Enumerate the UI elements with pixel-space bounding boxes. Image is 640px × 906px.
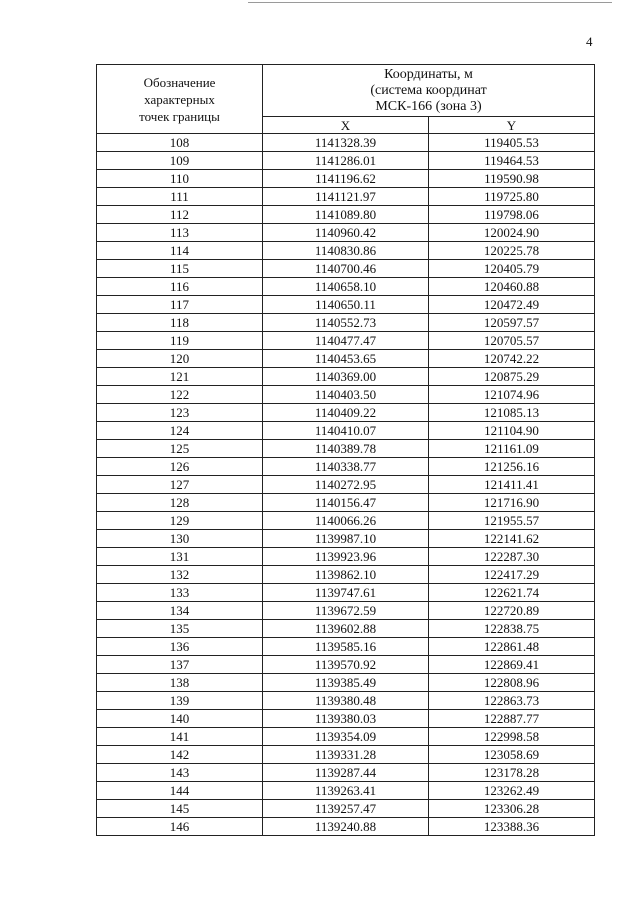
point-id-cell: 112 [97,206,263,224]
x-coordinate-cell: 1139862.10 [263,566,429,584]
x-coordinate-cell: 1139263.41 [263,782,429,800]
x-coordinate-cell: 1140960.42 [263,224,429,242]
y-coordinate-cell: 120742.22 [429,350,595,368]
y-coordinate-cell: 120705.57 [429,332,595,350]
coords-header-line: Координаты, м [384,67,473,82]
point-id-cell: 128 [97,494,263,512]
x-coordinate-cell: 1139331.28 [263,746,429,764]
table-row [97,224,595,242]
table-row [97,692,595,710]
y-coordinate-cell: 122838.75 [429,620,595,638]
point-id-cell: 131 [97,548,263,566]
x-coordinate-cell: 1141328.39 [263,134,429,152]
point-id-cell: 117 [97,296,263,314]
y-coordinate-cell: 120472.49 [429,296,595,314]
table-row [97,728,595,746]
point-id-cell: 119 [97,332,263,350]
table-row [97,710,595,728]
x-coordinate-cell: 1139380.03 [263,710,429,728]
x-coordinate-cell: 1141121.97 [263,188,429,206]
top-edge-rule [248,2,612,3]
point-id-cell: 143 [97,764,263,782]
point-id-cell: 135 [97,620,263,638]
table-row [97,386,595,404]
table-row [97,584,595,602]
y-coordinate-cell: 122861.48 [429,638,595,656]
point-id-cell: 123 [97,404,263,422]
x-coordinate-cell: 1140369.00 [263,368,429,386]
point-id-cell: 125 [97,440,263,458]
point-header-line: Обозначение [143,74,216,90]
x-coordinate-cell: 1139747.61 [263,584,429,602]
x-coordinate-cell: 1139240.88 [263,818,429,836]
y-coordinate-cell: 119798.06 [429,206,595,224]
x-coordinate-cell: 1140552.73 [263,314,429,332]
point-id-cell: 146 [97,818,263,836]
x-coordinate-cell: 1139923.96 [263,548,429,566]
point-id-cell: 141 [97,728,263,746]
y-coordinate-cell: 123306.28 [429,800,595,818]
y-coordinate-cell: 120460.88 [429,278,595,296]
y-coordinate-cell: 123178.28 [429,764,595,782]
y-coordinate-cell: 122887.77 [429,710,595,728]
y-coordinate-cell: 121085.13 [429,404,595,422]
y-coordinate-cell: 123388.36 [429,818,595,836]
x-coordinate-cell: 1141196.62 [263,170,429,188]
table-row [97,350,595,368]
y-coordinate-cell: 120597.57 [429,314,595,332]
point-id-cell: 115 [97,260,263,278]
y-coordinate-cell: 121074.96 [429,386,595,404]
table-row [97,260,595,278]
point-id-cell: 133 [97,584,263,602]
y-coordinate-cell: 122998.58 [429,728,595,746]
x-coordinate-cell: 1139287.44 [263,764,429,782]
x-coordinate-cell: 1139585.16 [263,638,429,656]
table-row [97,458,595,476]
x-coordinate-cell: 1140658.10 [263,278,429,296]
table-row [97,152,595,170]
point-id-cell: 124 [97,422,263,440]
y-coordinate-cell: 122720.89 [429,602,595,620]
point-id-cell: 139 [97,692,263,710]
table-row [97,476,595,494]
table-row [97,422,595,440]
table-row [97,242,595,260]
point-id-cell: 132 [97,566,263,584]
page-number: 4 [586,34,593,49]
table-row [97,800,595,818]
table-row [97,206,595,224]
table-row [97,566,595,584]
point-id-cell: 134 [97,602,263,620]
point-id-cell: 136 [97,638,263,656]
x-coordinate-cell: 1140403.50 [263,386,429,404]
table-row [97,782,595,800]
point-designation-header [97,65,263,134]
x-coordinate-cell: 1140066.26 [263,512,429,530]
point-header-line: характерных [144,91,215,107]
table-row [97,602,595,620]
y-coordinate-cell: 121955.57 [429,512,595,530]
y-coordinate-cell: 122621.74 [429,584,595,602]
x-coordinate-cell: 1140453.65 [263,350,429,368]
x-coordinate-cell: 1140409.22 [263,404,429,422]
x-coordinate-cell: 1139354.09 [263,728,429,746]
point-id-cell: 144 [97,782,263,800]
x-coordinate-cell: 1141089.80 [263,206,429,224]
x-coordinate-cell: 1139380.48 [263,692,429,710]
y-coordinate-cell: 121256.16 [429,458,595,476]
table-row [97,404,595,422]
x-coordinate-cell: 1140650.11 [263,296,429,314]
x-coordinate-cell: 1140156.47 [263,494,429,512]
y-coordinate-cell: 122417.29 [429,566,595,584]
coords-header-line: (система координат [370,83,487,98]
y-coordinate-cell: 120405.79 [429,260,595,278]
y-coordinate-cell: 119590.98 [429,170,595,188]
point-id-cell: 109 [97,152,263,170]
table-row [97,530,595,548]
table-row [97,494,595,512]
point-id-cell: 140 [97,710,263,728]
header-row-main [97,65,595,117]
y-coordinate-cell: 122869.41 [429,656,595,674]
table-row [97,674,595,692]
point-id-cell: 111 [97,188,263,206]
point-id-cell: 126 [97,458,263,476]
table-body [97,134,595,836]
point-id-cell: 108 [97,134,263,152]
point-id-cell: 114 [97,242,263,260]
table-row [97,764,595,782]
x-coordinate-cell: 1139385.49 [263,674,429,692]
y-coordinate-cell: 120225.78 [429,242,595,260]
y-coordinate-cell: 119464.53 [429,152,595,170]
y-coordinate-cell: 120024.90 [429,224,595,242]
y-column-header: Y [429,117,595,134]
y-coordinate-cell: 122808.96 [429,674,595,692]
point-header-line: точек границы [139,108,220,124]
y-coordinate-cell: 119725.80 [429,188,595,206]
point-id-cell: 138 [97,674,263,692]
table-row [97,170,595,188]
point-id-cell: 121 [97,368,263,386]
x-coordinate-cell: 1139987.10 [263,530,429,548]
table-row [97,512,595,530]
point-id-cell: 120 [97,350,263,368]
x-coordinate-cell: 1140830.86 [263,242,429,260]
table-row [97,296,595,314]
y-coordinate-cell: 122141.62 [429,530,595,548]
x-coordinate-cell: 1140410.07 [263,422,429,440]
x-coordinate-cell: 1140700.46 [263,260,429,278]
point-id-cell: 142 [97,746,263,764]
point-id-cell: 110 [97,170,263,188]
y-coordinate-cell: 121716.90 [429,494,595,512]
x-coordinate-cell: 1141286.01 [263,152,429,170]
y-coordinate-cell: 121104.90 [429,422,595,440]
x-coordinate-cell: 1140477.47 [263,332,429,350]
x-coordinate-cell: 1139602.88 [263,620,429,638]
x-coordinate-cell: 1139257.47 [263,800,429,818]
table-row [97,746,595,764]
y-coordinate-cell: 121161.09 [429,440,595,458]
table-row [97,134,595,152]
x-coordinate-cell: 1140338.77 [263,458,429,476]
table-row [97,440,595,458]
point-id-cell: 116 [97,278,263,296]
point-id-cell: 130 [97,530,263,548]
x-column-header: X [263,117,429,134]
coordinates-header [263,65,595,117]
x-coordinate-cell: 1140389.78 [263,440,429,458]
y-coordinate-cell: 122287.30 [429,548,595,566]
table-row [97,368,595,386]
point-id-cell: 118 [97,314,263,332]
point-id-cell: 145 [97,800,263,818]
y-coordinate-cell: 123262.49 [429,782,595,800]
table-row [97,638,595,656]
coords-header-line: МСК-166 (зона 3) [375,99,482,114]
table-row [97,278,595,296]
table-row [97,548,595,566]
y-coordinate-cell: 119405.53 [429,134,595,152]
table-row [97,314,595,332]
point-id-cell: 122 [97,386,263,404]
point-id-cell: 129 [97,512,263,530]
y-coordinate-cell: 121411.41 [429,476,595,494]
table-row [97,332,595,350]
x-coordinate-cell: 1140272.95 [263,476,429,494]
x-coordinate-cell: 1139570.92 [263,656,429,674]
point-id-cell: 137 [97,656,263,674]
x-coordinate-cell: 1139672.59 [263,602,429,620]
y-coordinate-cell: 122863.73 [429,692,595,710]
table-header [97,65,595,134]
table-row [97,818,595,836]
point-id-cell: 127 [97,476,263,494]
coordinates-table [96,64,595,836]
point-id-cell: 113 [97,224,263,242]
table-row [97,656,595,674]
table-row [97,620,595,638]
y-coordinate-cell: 120875.29 [429,368,595,386]
y-coordinate-cell: 123058.69 [429,746,595,764]
table-row [97,188,595,206]
